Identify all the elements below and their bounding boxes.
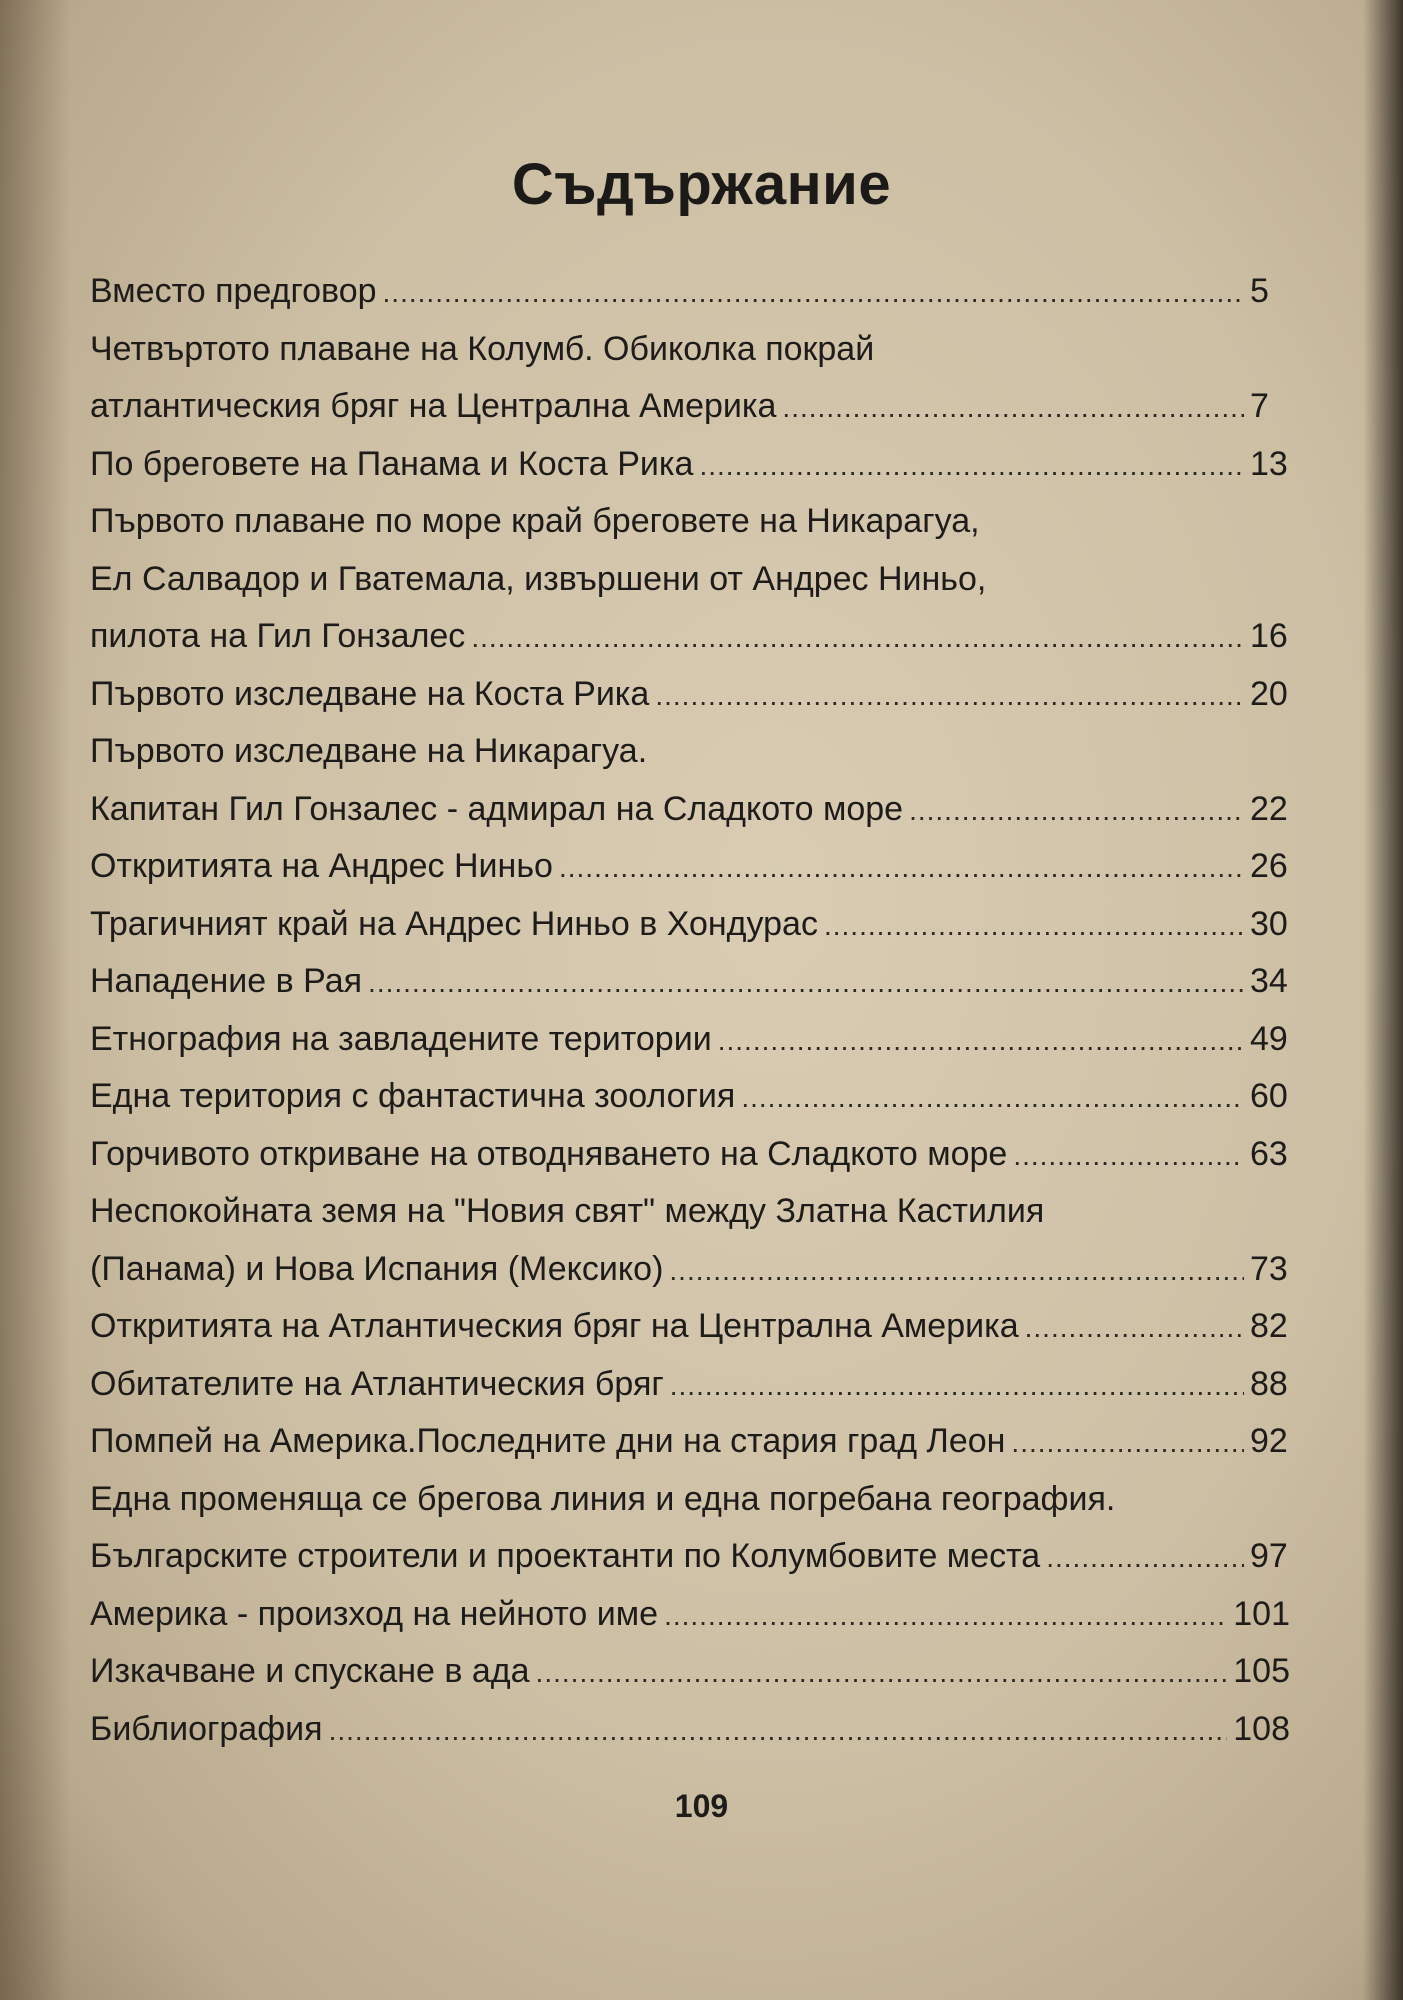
toc-entry-title: Една променяща се брегова линия и една погребана география. xyxy=(90,1479,1116,1518)
toc-entry-title: Първото изследване на Никарагуа. xyxy=(90,732,648,770)
toc-entry-title: Първото изследване на Коста Рика xyxy=(90,674,650,713)
toc-entry-page-number: 20 xyxy=(1250,674,1288,713)
toc-entry-title: Библиография xyxy=(90,1709,323,1748)
dot-leader xyxy=(536,1657,1228,1689)
toc-entry-title: Четвъртото плаване на Колумб. Обиколка покрай xyxy=(90,329,875,368)
toc-entry xyxy=(90,502,1290,560)
toc-entry xyxy=(90,1480,1290,1538)
toc-entry-page-number: 26 xyxy=(1250,847,1288,885)
toc-entry xyxy=(90,1595,1290,1653)
toc-entry xyxy=(90,1135,1290,1193)
toc-entry xyxy=(90,1307,1290,1365)
toc-entry xyxy=(90,445,1290,503)
dot-leader xyxy=(368,967,1244,999)
toc-entry-title: Ел Салвадор и Гватемала, извършени от Андрес Ниньо, xyxy=(90,559,987,598)
toc-entry-title: Откритията на Атлантическия бряг на Централна Америка xyxy=(90,1307,1019,1345)
toc-entry-page-number: 82 xyxy=(1250,1307,1288,1345)
toc-entry-title: Етнография на завладените територии xyxy=(90,1019,712,1058)
dot-leader xyxy=(741,1082,1244,1114)
toc-entry-page-number: 101 xyxy=(1233,1594,1290,1633)
toc-entry-page-number: 105 xyxy=(1233,1652,1290,1690)
toc-entry-title: Българските строители и проектанти по Колумбовите места xyxy=(90,1537,1041,1575)
toc-entry-page-number: 7 xyxy=(1250,387,1269,425)
toc-entry xyxy=(90,732,1290,790)
toc-entry xyxy=(90,330,1290,388)
toc-entry xyxy=(90,1077,1290,1135)
dot-leader xyxy=(1011,1427,1244,1459)
toc-entry xyxy=(90,1250,1290,1308)
dot-leader xyxy=(383,277,1244,309)
toc-entry-title: атлантическия бряг на Централна Америка xyxy=(90,387,777,425)
toc-entry-title: Първото плаване по море край бреговете на Никарагуа, xyxy=(90,502,980,540)
toc-entry-title: Трагичният край на Андрес Ниньо в Хондурас xyxy=(90,904,818,943)
toc-entry-title: Помпей на Америка.Последните дни на стария град Леон xyxy=(90,1422,1006,1460)
toc-entry xyxy=(90,272,1290,330)
toc-entry xyxy=(90,1365,1290,1423)
toc-entry-page-number: 63 xyxy=(1250,1134,1288,1173)
toc-entry-page-number: 34 xyxy=(1250,962,1288,1000)
toc-entry-page-number: 49 xyxy=(1250,1019,1288,1058)
dot-leader xyxy=(1046,1542,1244,1574)
toc-entry xyxy=(90,1192,1290,1250)
toc-entry-title: Обитателите на Атлантическия бряг xyxy=(90,1364,664,1403)
toc-entry xyxy=(90,1710,1290,1768)
toc-entry-page-number: 16 xyxy=(1250,617,1288,655)
toc-entry-page-number: 73 xyxy=(1250,1249,1288,1288)
toc-entry xyxy=(90,617,1290,675)
toc-entry-title: Горчивото откриване на отводняването на Сладкото море xyxy=(90,1134,1008,1173)
toc-entry xyxy=(90,962,1290,1020)
dot-leader xyxy=(329,1715,1228,1747)
toc-entry-title: Неспокойната земя на "Новия свят" между Златна Кастилия xyxy=(90,1192,1045,1230)
toc-entry-title: (Панама) и Нова Испания (Мексико) xyxy=(90,1249,664,1288)
toc-entry-title: Капитан Гил Гонзалес - адмирал на Сладкото море xyxy=(90,789,904,828)
toc-entry-title: Изкачване и спускане в ада xyxy=(90,1652,530,1690)
dot-leader xyxy=(670,1370,1244,1402)
toc-entry xyxy=(90,560,1290,618)
page-title: Съдържание xyxy=(511,151,892,217)
dot-leader xyxy=(909,795,1244,827)
toc-entry-page-number: 92 xyxy=(1250,1422,1288,1460)
dot-leader xyxy=(471,622,1244,654)
toc-entry xyxy=(90,1020,1290,1078)
table-of-contents xyxy=(90,272,1290,1767)
toc-entry-title: По бреговете на Панама и Коста Рика xyxy=(90,444,694,483)
dot-leader xyxy=(669,1255,1244,1287)
toc-entry-title: Америка - произход на нейното име xyxy=(90,1594,659,1633)
toc-entry-page-number: 60 xyxy=(1250,1077,1288,1115)
toc-entry-page-number: 108 xyxy=(1233,1709,1290,1748)
toc-entry xyxy=(90,790,1290,848)
toc-entry-title: Откритията на Андрес Ниньо xyxy=(90,847,553,885)
dot-leader xyxy=(655,680,1244,712)
toc-entry-page-number: 22 xyxy=(1250,789,1288,828)
toc-entry-page-number: 88 xyxy=(1250,1364,1288,1403)
toc-entry xyxy=(90,847,1290,905)
toc-entry xyxy=(90,1652,1290,1710)
toc-entry-title: Нападение в Рая xyxy=(90,962,363,1000)
toc-entry-page-number: 5 xyxy=(1250,272,1269,310)
dot-leader xyxy=(664,1600,1227,1632)
toc-entry-page-number: 97 xyxy=(1250,1537,1288,1575)
toc-entry-page-number: 30 xyxy=(1250,904,1288,943)
toc-entry-title: Вместо предговор xyxy=(90,272,377,310)
toc-entry xyxy=(90,1422,1290,1480)
toc-entry xyxy=(90,387,1290,445)
toc-entry xyxy=(90,1537,1290,1595)
dot-leader xyxy=(1013,1140,1244,1172)
page-number: 109 xyxy=(674,1788,729,1824)
dot-leader xyxy=(559,852,1244,884)
dot-leader xyxy=(782,392,1244,424)
dot-leader xyxy=(824,910,1244,942)
dot-leader xyxy=(718,1025,1244,1057)
dot-leader xyxy=(1025,1312,1244,1344)
toc-entry xyxy=(90,905,1290,963)
toc-entry xyxy=(90,675,1290,733)
toc-entry-title: пилота на Гил Гонзалес xyxy=(90,617,466,655)
dot-leader xyxy=(699,450,1244,482)
toc-entry-page-number: 13 xyxy=(1250,444,1288,483)
toc-entry-title: Една територия с фантастична зоология xyxy=(90,1077,736,1115)
